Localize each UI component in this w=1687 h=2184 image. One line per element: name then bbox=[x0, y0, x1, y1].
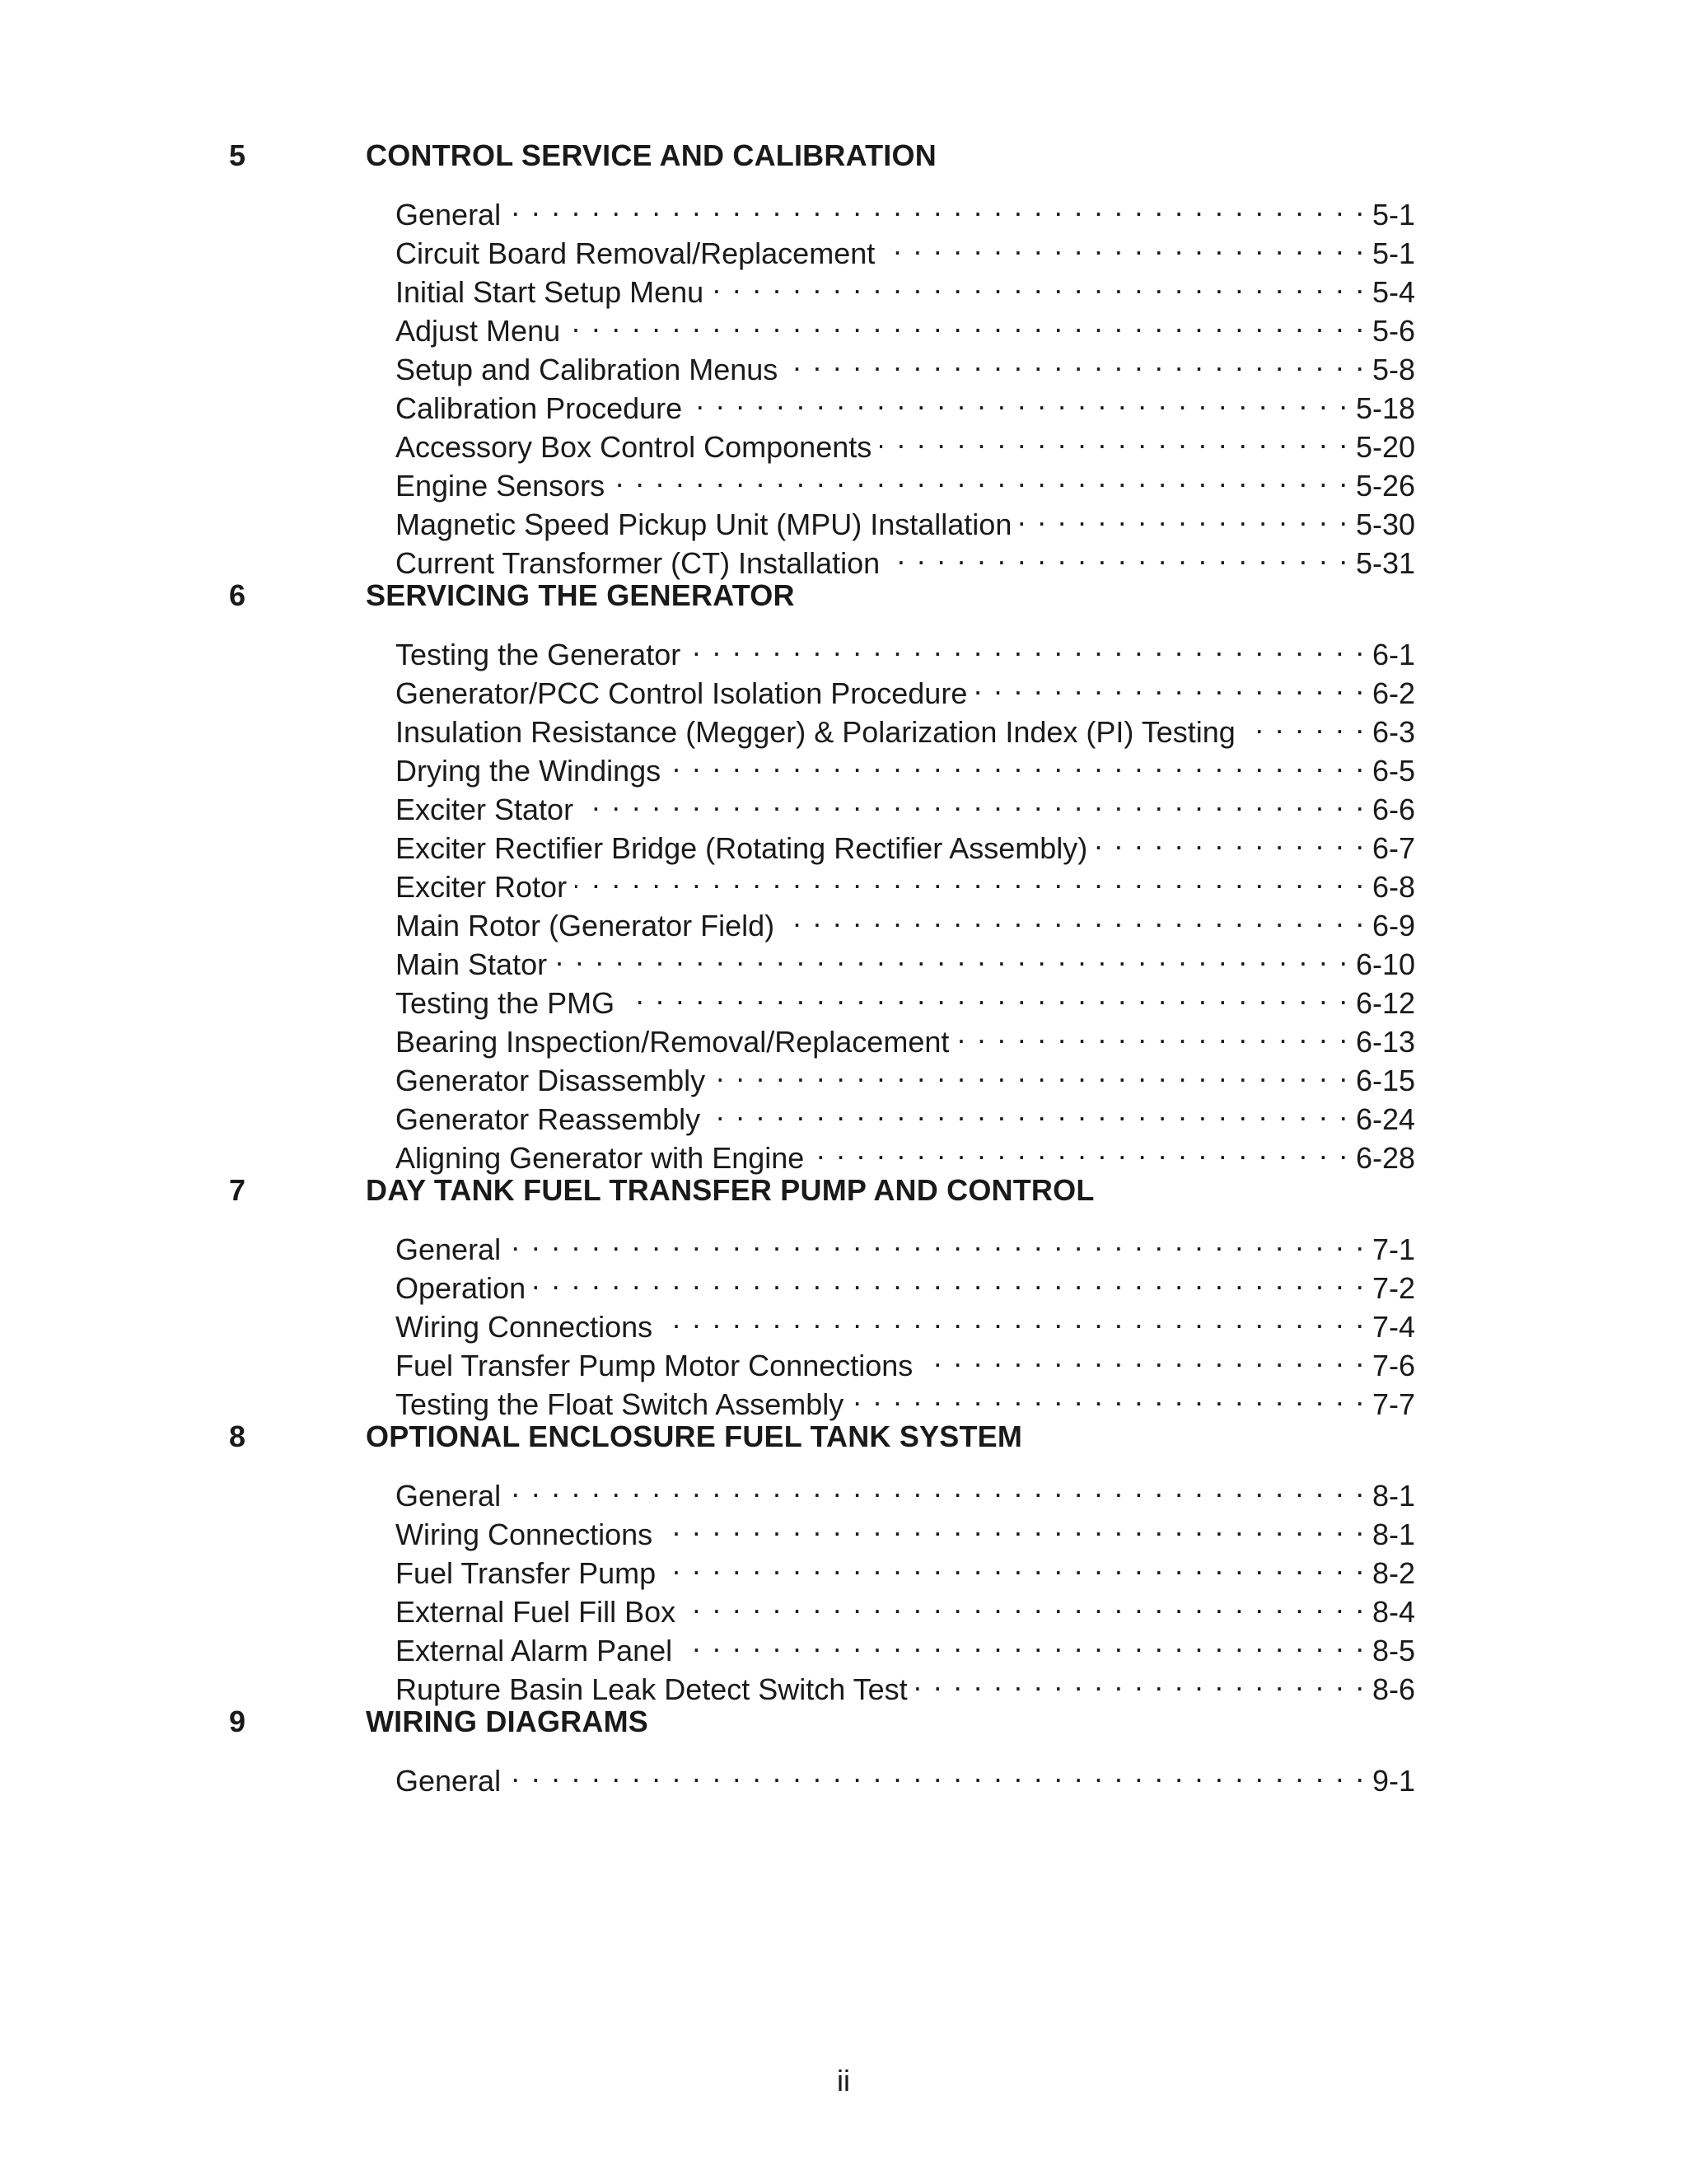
entry-title: Main Rotor (Generator Field) bbox=[395, 909, 775, 942]
toc-entry bbox=[395, 1506, 1415, 1551]
dot-leader bbox=[1020, 496, 1349, 535]
entry-page-number: 6-3 bbox=[1372, 715, 1415, 749]
dot-leader bbox=[916, 1661, 1366, 1700]
entry-title: General bbox=[395, 198, 502, 231]
toc-entry bbox=[395, 225, 1415, 270]
dot-leader bbox=[708, 1091, 1349, 1129]
entry-page-number: 5-6 bbox=[1372, 314, 1415, 348]
dot-leader bbox=[812, 1129, 1349, 1168]
section-entries bbox=[229, 626, 1415, 1175]
dot-leader bbox=[975, 665, 1366, 704]
dot-leader bbox=[613, 457, 1349, 496]
section-heading bbox=[229, 1173, 1415, 1218]
entry-page-number: 7-6 bbox=[1372, 1349, 1415, 1382]
dot-leader bbox=[921, 1337, 1366, 1376]
entry-page-number: 5-8 bbox=[1372, 353, 1415, 386]
dot-leader bbox=[680, 1622, 1366, 1661]
entry-page-number: 6-12 bbox=[1355, 986, 1415, 1020]
dot-leader bbox=[509, 1221, 1366, 1260]
entry-page-number: 7-7 bbox=[1372, 1387, 1415, 1421]
entry-title: Testing the Float Switch Assembly bbox=[395, 1387, 844, 1421]
dot-leader bbox=[883, 225, 1366, 264]
dot-leader bbox=[509, 1467, 1366, 1506]
entry-page-number: 7-2 bbox=[1372, 1271, 1415, 1305]
dot-leader bbox=[713, 1052, 1349, 1091]
page-number: ii bbox=[837, 2064, 850, 2097]
entry-page-number: 5-26 bbox=[1355, 469, 1415, 503]
section-title: DAY TANK FUEL TRANSFER PUMP AND CONTROL bbox=[366, 1173, 1095, 1207]
entry-title: Fuel Transfer Pump bbox=[395, 1556, 657, 1590]
section-heading bbox=[229, 138, 1415, 183]
toc-entry bbox=[395, 186, 1415, 231]
section-title: OPTIONAL ENCLOSURE FUEL TANK SYSTEM bbox=[366, 1419, 1023, 1453]
section-entries bbox=[229, 186, 1415, 580]
section-heading bbox=[229, 578, 1415, 623]
section-number: 9 bbox=[229, 1705, 246, 1738]
entry-page-number: 6-5 bbox=[1372, 754, 1415, 788]
entry-title: Main Stator bbox=[395, 947, 548, 981]
toc-entry bbox=[395, 1467, 1415, 1513]
entry-page-number: 6-24 bbox=[1355, 1102, 1415, 1136]
section-title: CONTROL SERVICE AND CALIBRATION bbox=[366, 138, 937, 172]
dot-leader bbox=[880, 419, 1349, 457]
dot-leader bbox=[888, 535, 1349, 573]
entry-page-number: 8-1 bbox=[1372, 1479, 1415, 1513]
dot-leader bbox=[664, 1545, 1366, 1583]
dot-leader bbox=[575, 858, 1366, 897]
entry-title: External Fuel Fill Box bbox=[395, 1595, 676, 1629]
entry-page-number: 8-2 bbox=[1372, 1556, 1415, 1590]
dot-leader bbox=[684, 1583, 1366, 1622]
entry-title: Rupture Basin Leak Detect Switch Test bbox=[395, 1672, 908, 1706]
dot-leader bbox=[661, 1506, 1366, 1545]
entry-title: Operation bbox=[395, 1271, 526, 1305]
section-number: 8 bbox=[229, 1419, 246, 1453]
entry-page-number: 5-4 bbox=[1372, 275, 1415, 309]
toc-entry bbox=[395, 1298, 1415, 1344]
dot-leader bbox=[582, 781, 1366, 820]
dot-leader bbox=[1096, 820, 1366, 858]
section-entries bbox=[229, 1467, 1415, 1706]
entry-page-number: 5-1 bbox=[1372, 236, 1415, 270]
entry-title: Testing the PMG bbox=[395, 986, 615, 1020]
entry-page-number: 8-4 bbox=[1372, 1595, 1415, 1629]
dot-leader bbox=[555, 936, 1349, 975]
dot-leader bbox=[690, 380, 1349, 419]
entry-title: Wiring Connections bbox=[395, 1518, 653, 1551]
entry-title: Wiring Connections bbox=[395, 1310, 653, 1344]
entry-title: Aligning Generator with Engine bbox=[395, 1141, 805, 1175]
entry-title: Drying the Windings bbox=[395, 754, 661, 788]
table-of-contents bbox=[229, 138, 1415, 1796]
dot-leader bbox=[669, 742, 1366, 781]
dot-leader bbox=[852, 1376, 1366, 1415]
toc-section bbox=[229, 578, 1415, 1175]
entry-page-number: 6-7 bbox=[1372, 831, 1415, 865]
entry-title: Bearing Inspection/Removal/Replacement bbox=[395, 1025, 950, 1059]
toc-section bbox=[229, 1705, 1415, 1798]
section-number: 7 bbox=[229, 1173, 246, 1207]
entry-title: Engine Sensors bbox=[395, 469, 605, 503]
dot-leader bbox=[509, 186, 1366, 225]
section-title: WIRING DIAGRAMS bbox=[366, 1705, 648, 1738]
entry-title: General bbox=[395, 1232, 502, 1266]
dot-leader bbox=[957, 1013, 1349, 1052]
entry-title: Current Transformer (CT) Installation bbox=[395, 546, 881, 580]
dot-leader bbox=[786, 341, 1366, 380]
entry-page-number: 6-28 bbox=[1355, 1141, 1415, 1175]
entry-title: Circuit Board Removal/Replacement bbox=[395, 236, 876, 270]
entry-title: Calibration Procedure bbox=[395, 391, 683, 425]
entry-title: Generator Reassembly bbox=[395, 1102, 701, 1136]
section-heading bbox=[229, 1705, 1415, 1749]
entry-title: General bbox=[395, 1764, 502, 1798]
entry-title: Magnetic Speed Pickup Unit (MPU) Installation bbox=[395, 507, 1012, 541]
entry-title: Insulation Resistance (Megger) & Polarization Index (PI) Testing bbox=[395, 715, 1236, 749]
entry-title: External Alarm Panel bbox=[395, 1634, 673, 1667]
entry-page-number: 6-10 bbox=[1355, 947, 1415, 981]
entry-page-number: 5-30 bbox=[1355, 507, 1415, 541]
toc-section bbox=[229, 1173, 1415, 1421]
entry-title: Generator/PCC Control Isolation Procedure bbox=[395, 676, 968, 710]
entry-page-number: 7-4 bbox=[1372, 1310, 1415, 1344]
dot-leader bbox=[509, 1752, 1366, 1791]
entry-page-number: 6-2 bbox=[1372, 676, 1415, 710]
toc-section bbox=[229, 1419, 1415, 1706]
entry-title: Generator Disassembly bbox=[395, 1064, 706, 1097]
entry-page-number: 6-9 bbox=[1372, 909, 1415, 942]
entry-page-number: 5-20 bbox=[1355, 430, 1415, 464]
dot-leader bbox=[783, 897, 1366, 936]
entry-title: General bbox=[395, 1479, 502, 1513]
entry-page-number: 6-13 bbox=[1355, 1025, 1415, 1059]
toc-entry bbox=[395, 1221, 1415, 1266]
dot-leader bbox=[712, 264, 1366, 302]
entry-title: Exciter Rotor bbox=[395, 870, 568, 904]
entry-title: Setup and Calibration Menus bbox=[395, 353, 778, 386]
section-heading bbox=[229, 1419, 1415, 1464]
entry-page-number: 6-8 bbox=[1372, 870, 1415, 904]
entry-title: Exciter Stator bbox=[395, 793, 574, 826]
entry-page-number: 6-15 bbox=[1355, 1064, 1415, 1097]
section-number: 5 bbox=[229, 138, 246, 172]
section-number: 6 bbox=[229, 578, 246, 612]
toc-entry bbox=[395, 626, 1415, 671]
toc-entry bbox=[395, 1260, 1415, 1305]
toc-section bbox=[229, 138, 1415, 580]
dot-leader bbox=[689, 626, 1366, 665]
entry-page-number: 9-1 bbox=[1372, 1764, 1415, 1798]
entry-page-number: 7-1 bbox=[1372, 1232, 1415, 1266]
dot-leader bbox=[661, 1298, 1366, 1337]
entry-title: Initial Start Setup Menu bbox=[395, 275, 704, 309]
entry-page-number: 5-1 bbox=[1372, 198, 1415, 231]
entry-page-number: 6-1 bbox=[1372, 638, 1415, 671]
entry-title: Fuel Transfer Pump Motor Connections bbox=[395, 1349, 914, 1382]
entry-page-number: 8-1 bbox=[1372, 1518, 1415, 1551]
dot-leader bbox=[568, 302, 1366, 341]
dot-leader bbox=[534, 1260, 1366, 1298]
entry-page-number: 5-18 bbox=[1355, 391, 1415, 425]
entry-page-number: 8-5 bbox=[1372, 1634, 1415, 1667]
entry-page-number: 5-31 bbox=[1355, 546, 1415, 580]
entry-title: Testing the Generator bbox=[395, 638, 681, 671]
entry-page-number: 8-6 bbox=[1372, 1672, 1415, 1706]
section-entries bbox=[229, 1221, 1415, 1421]
entry-page-number: 6-6 bbox=[1372, 793, 1415, 826]
section-title: SERVICING THE GENERATOR bbox=[366, 578, 795, 612]
section-entries bbox=[229, 1752, 1415, 1798]
dot-leader bbox=[623, 975, 1349, 1013]
entry-title: Accessory Box Control Components bbox=[395, 430, 872, 464]
toc-entry bbox=[395, 1752, 1415, 1798]
dot-leader bbox=[1244, 704, 1366, 742]
entry-title: Exciter Rectifier Bridge (Rotating Rectifier Assembly) bbox=[395, 831, 1088, 865]
entry-title: Adjust Menu bbox=[395, 314, 561, 348]
